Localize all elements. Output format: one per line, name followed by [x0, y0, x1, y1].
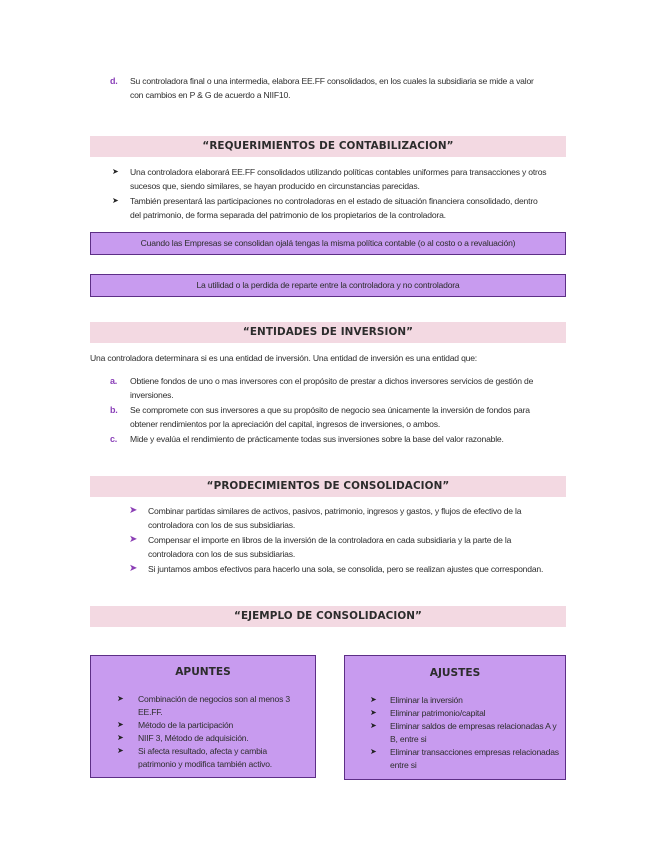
ajustes-title: AJUSTES — [429, 667, 481, 679]
ajustes-card — [344, 655, 566, 780]
list-marker-c: c. — [110, 434, 118, 444]
bullet-arrow-icon: ➤ — [117, 694, 124, 703]
highlight-box-profit: La utilidad o la perdida de reparte entre la controladora y no controladora — [90, 274, 566, 297]
heading-ejemplo: “EJEMPLO DE CONSOLIDACION” — [90, 606, 566, 627]
ajustes-item4-line2: entre si — [390, 760, 417, 770]
highlight-box-policy: Cuando las Empresas se consolidan ojalá tengas la misma política contable (o al costo o a revaluación) — [90, 232, 566, 255]
req-bullet2-line1: También presentará las participaciones no controladoras en el estado de situación financiera consolidado, dentro — [130, 196, 538, 206]
heading-procedimientos: “PRODECIMIENTOS DE CONSOLIDACION” — [90, 476, 566, 497]
apuntes-item1-line2: EE.FF. — [138, 707, 163, 717]
bullet-arrow-icon: ➤ — [117, 746, 124, 755]
purple-triangle-bullet-icon: ➤ — [129, 505, 138, 516]
apuntes-item4-line2: patrimonio y modifica también activo. — [138, 759, 272, 769]
entidades-item-b-line2: obtener rendimientos por la apreciación del capital, ingresos de inversiones, o ambos. — [130, 419, 441, 429]
proc-item2-line1: Compensar el importe en libros de la inversión de la controladora en cada subsidiaria y la parte de la — [148, 535, 512, 545]
list-marker-d: d. — [110, 76, 118, 86]
apuntes-card — [90, 655, 316, 778]
item-d-line1: Su controladora final o una intermedia, elabora EE.FF consolidados, en los cuales la subsidiaria se mide a valor — [130, 76, 534, 86]
bullet-arrow-icon: ➤ — [370, 695, 377, 704]
bullet-arrow-icon: ➤ — [112, 167, 119, 176]
item-d-line2: con cambios en P & G de acuerdo a NIIF10. — [130, 90, 291, 100]
heading-entidades: “ENTIDADES DE INVERSION” — [90, 322, 566, 343]
entidades-item-a-line2: inversiones. — [130, 390, 174, 400]
apuntes-item3-line1: NIIF 3, Método de adquisición. — [138, 733, 249, 743]
entidades-item-a-line1: Obtiene fondos de uno o mas inversores con el propósito de prestar a dichos inversores servicios de gestión de — [130, 376, 534, 386]
req-bullet1-line1: Una controladora elaborará EE.FF consolidados utilizando políticas contables uniformes para transacciones y otros — [130, 167, 547, 177]
apuntes-title: APUNTES — [175, 666, 231, 678]
ajustes-item2-line1: Eliminar patrimonio/capital — [390, 708, 486, 718]
bullet-arrow-icon: ➤ — [112, 196, 119, 205]
list-marker-a: a. — [110, 376, 118, 386]
bullet-arrow-icon: ➤ — [117, 720, 124, 729]
entidades-intro: Una controladora determinara si es una entidad de inversión. Una entidad de inversión es una entidad que: — [90, 353, 477, 363]
ajustes-item3-line2: B, entre si — [390, 734, 427, 744]
entidades-item-c-line1: Mide y evalúa el rendimiento de prácticamente todas sus inversiones sobre la base del valor razonable. — [130, 434, 504, 444]
proc-item3-line1: Si juntamos ambos efectivos para hacerlo una sola, se consolida, pero se realizan ajustes que correspondan. — [148, 564, 544, 574]
heading-requerimientos: “REQUERIMIENTOS DE CONTABILIZACION” — [90, 136, 566, 157]
entidades-item-b-line1: Se compromete con sus inversores a que su propósito de negocio sea únicamente la inversión de fondos para — [130, 405, 530, 415]
proc-item2-line2: controladora con los de sus subsidiarias. — [148, 549, 296, 559]
apuntes-item2-line1: Método de la participación — [138, 720, 234, 730]
bullet-arrow-icon: ➤ — [370, 747, 377, 756]
proc-item1-line2: controladora con los de sus subsidiarias. — [148, 520, 296, 530]
bullet-arrow-icon: ➤ — [370, 708, 377, 717]
bullet-arrow-icon: ➤ — [117, 733, 124, 742]
proc-item1-line1: Combinar partidas similares de activos, pasivos, patrimonio, ingresos y gastos, y flujos de efectivo de la — [148, 506, 522, 516]
apuntes-item1-line1: Combinación de negocios son al menos 3 — [138, 694, 290, 704]
apuntes-item4-line1: Si afecta resultado, afecta y cambia — [138, 746, 267, 756]
req-bullet2-line2: del patrimonio, de forma separada del patrimonio de los propietarios de la controladora. — [130, 210, 446, 220]
bullet-arrow-icon: ➤ — [370, 721, 377, 730]
req-bullet1-line2: sucesos que, siendo similares, se hayan producido en circunstancias parecidas. — [130, 181, 420, 191]
ajustes-item3-line1: Eliminar saldos de empresas relacionadas A y — [390, 721, 557, 731]
ajustes-item1-line1: Eliminar la inversión — [390, 695, 463, 705]
list-marker-b: b. — [110, 405, 118, 415]
purple-triangle-bullet-icon: ➤ — [129, 563, 138, 574]
ajustes-item4-line1: Eliminar transacciones empresas relacionadas — [390, 747, 559, 757]
purple-triangle-bullet-icon: ➤ — [129, 534, 138, 545]
